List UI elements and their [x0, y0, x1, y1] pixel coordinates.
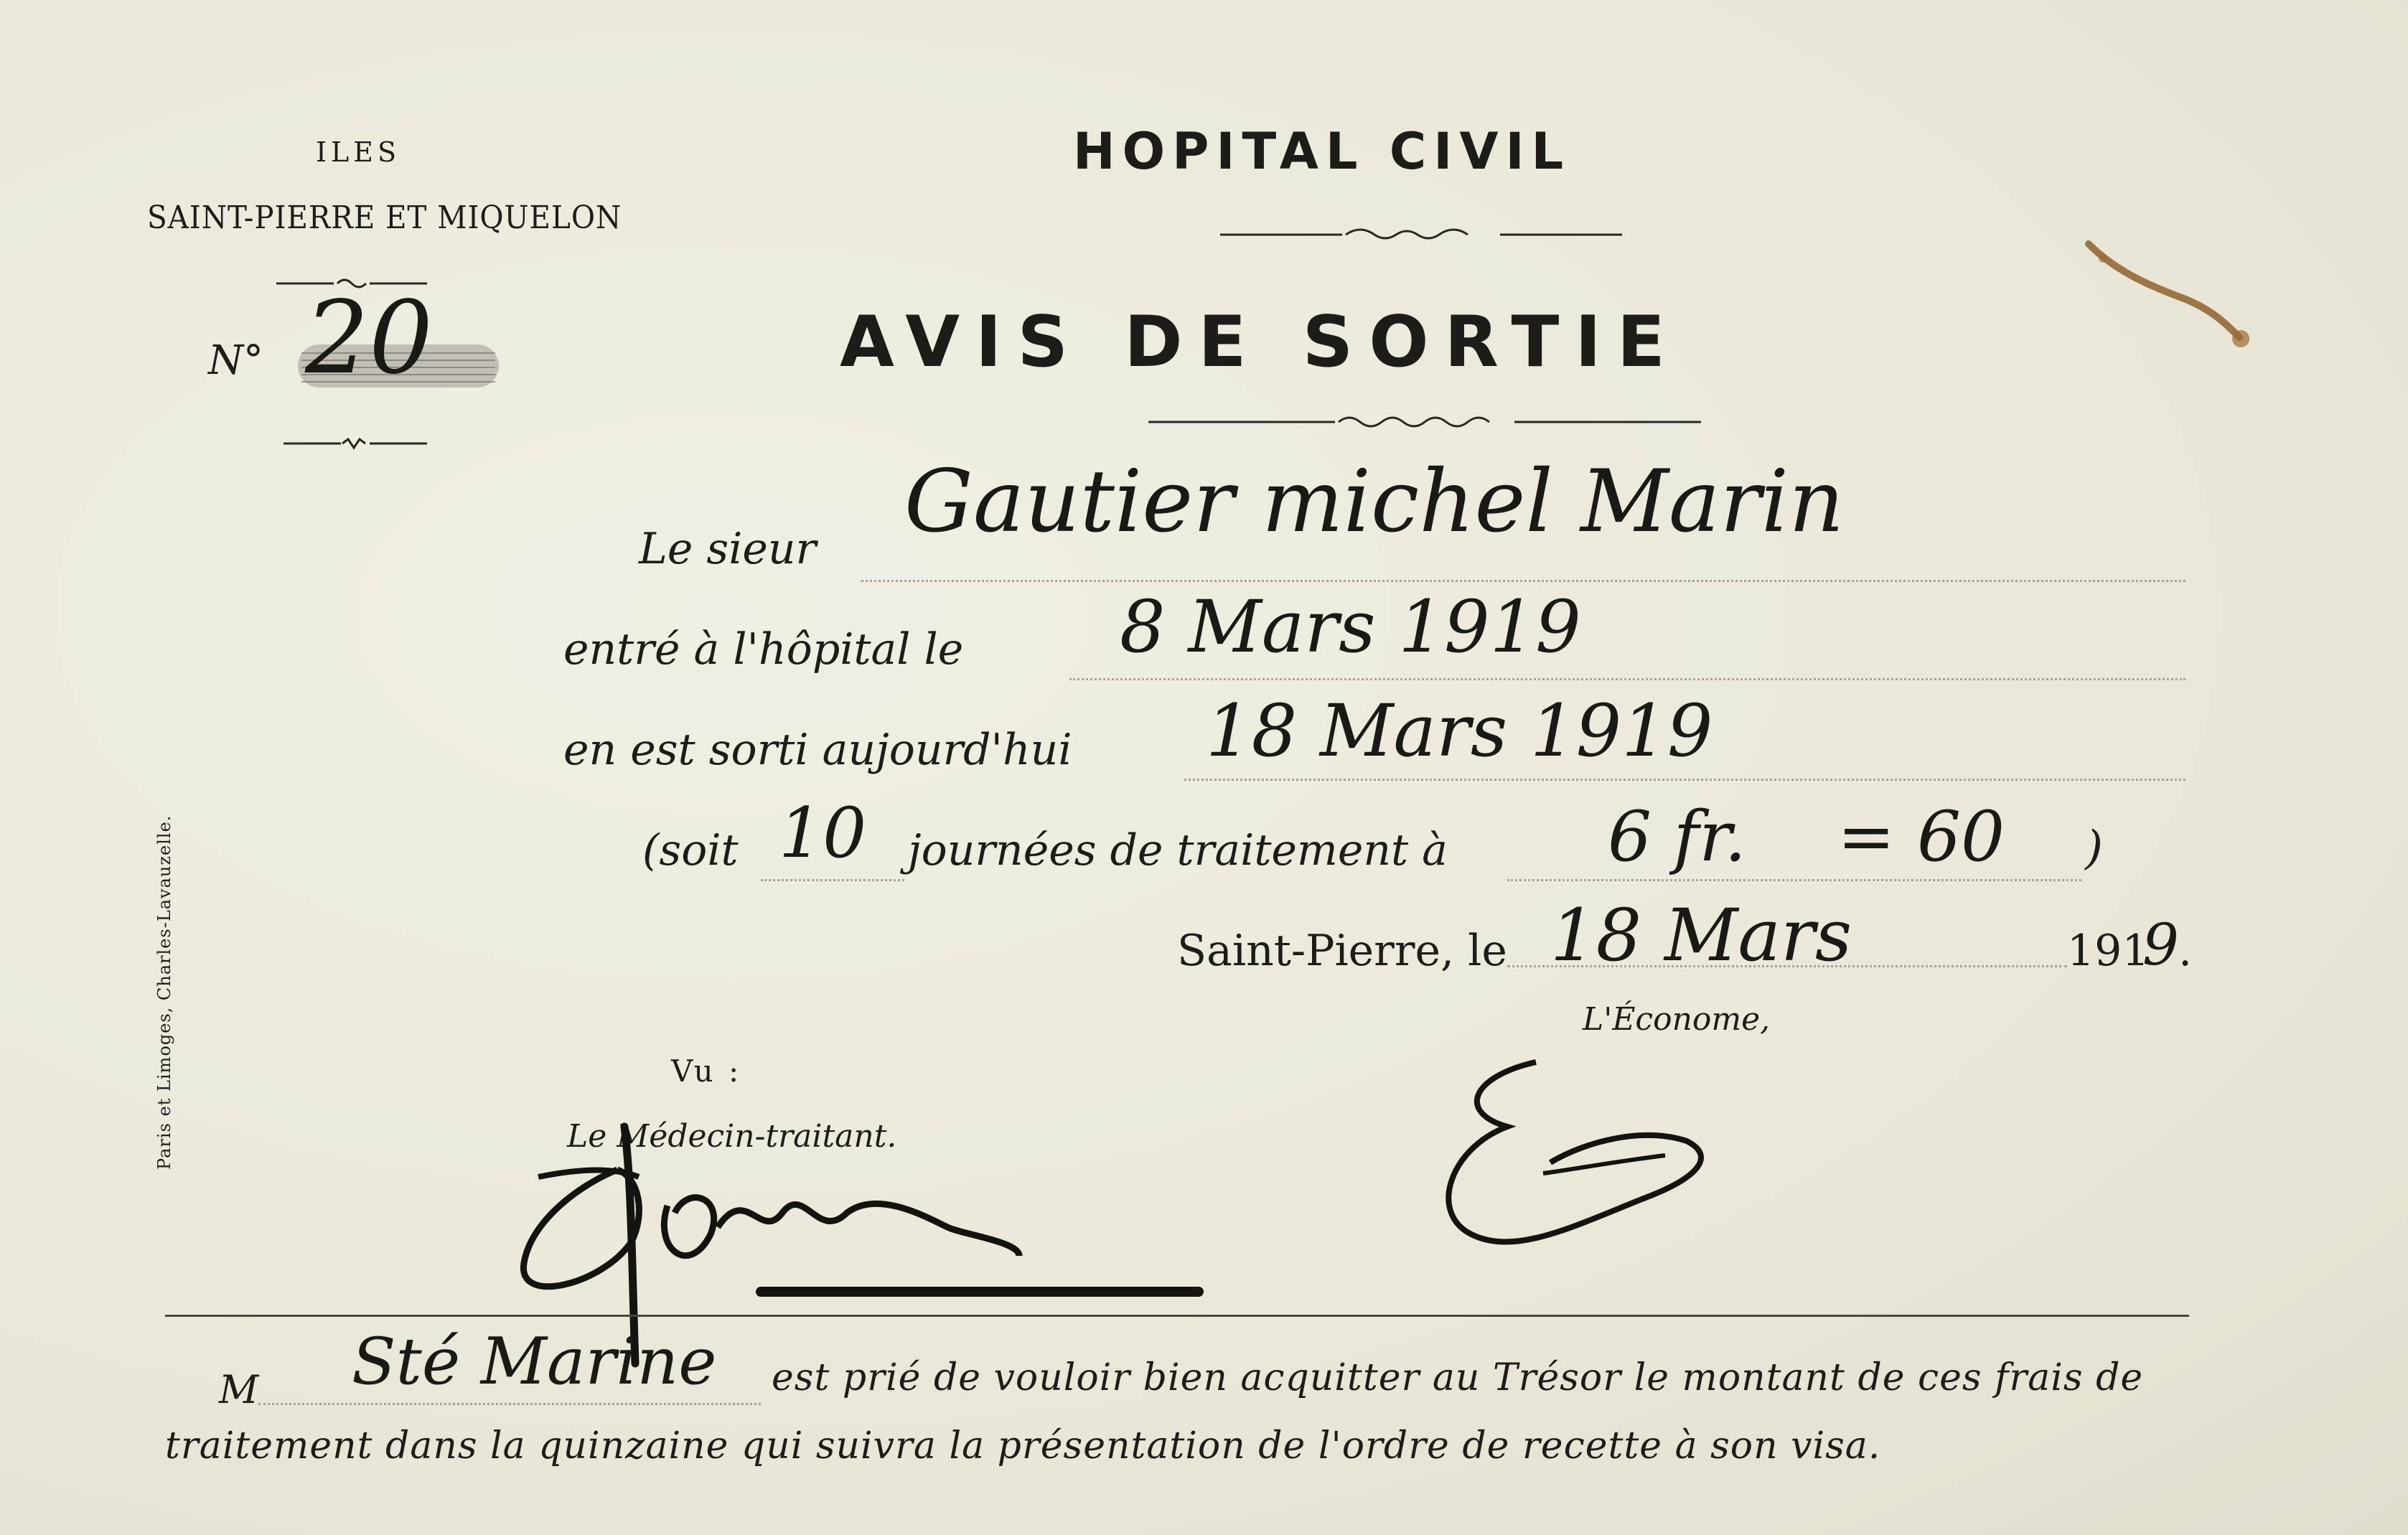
rust-stain: [2074, 230, 2261, 359]
entree-value: 8 Mars 1919: [1120, 585, 1581, 669]
footer-text-line-1: est prié de vouloir bien acquitter au Trésor le montant de ces frais de: [772, 1356, 2144, 1399]
sortie-label: en est sorti aujourd'hui: [563, 725, 1072, 775]
ornament-form-title: [1148, 411, 1701, 433]
footer-m-value: Sté Marine: [352, 1324, 717, 1399]
sieur-value: Gautier michel Marin: [904, 452, 1845, 552]
sieur-line: [861, 580, 2186, 582]
ornament-number-bottom: [284, 436, 427, 451]
footer-text-line-2: traitement dans la quinzaine qui suivra la présentation de l'ordre de recette à son visa.: [165, 1424, 1881, 1468]
vu-label: Vu :: [671, 1053, 742, 1089]
sortie-line: [1184, 779, 2186, 781]
econome-label: L'Économe,: [1583, 1001, 1771, 1038]
total-value: = 60: [1837, 797, 2005, 877]
taux-value: 6 fr.: [1608, 797, 1746, 877]
year-handwritten: 9: [2142, 911, 2179, 978]
journees-value: 10: [779, 793, 867, 873]
footer-m-label: M: [219, 1367, 259, 1412]
place-date-value: 18 Mars: [1550, 893, 1852, 977]
footer-m-line: [258, 1403, 761, 1405]
printer-imprint: Paris et Limoges, Charles-Lavauzelle.: [154, 815, 174, 1170]
institution-title: HOPITAL CIVIL: [1073, 122, 1571, 181]
place-date-label: Saint-Pierre, le: [1177, 926, 1507, 976]
sortie-value: 18 Mars 1919: [1206, 689, 1713, 773]
colony-line-1: ILES: [316, 136, 401, 168]
year-end: .: [2178, 926, 2193, 976]
taux-line: [1507, 879, 2081, 881]
year-printed: 191: [2067, 926, 2150, 976]
ornament-institution: [1220, 224, 1622, 245]
close-paren: ): [2085, 822, 2103, 875]
soit-label: (soit: [642, 825, 739, 876]
number-value: 20: [305, 280, 434, 397]
econome-signature: [1428, 1048, 1737, 1256]
medecin-label: Le Médecin-traitant.: [567, 1118, 897, 1155]
footer-divider: [165, 1315, 2189, 1317]
sieur-label: Le sieur: [639, 524, 817, 574]
colony-line-2: SAINT-PIERRE ET MIQUELON: [147, 199, 622, 236]
journees-label: journées de traitement à: [908, 825, 1448, 876]
entree-line: [1069, 678, 2186, 680]
form-title: AVIS DE SORTIE: [840, 301, 1681, 383]
number-label: N°: [208, 337, 263, 384]
journees-line: [761, 879, 904, 881]
entree-label: entré à l'hôpital le: [563, 624, 964, 675]
